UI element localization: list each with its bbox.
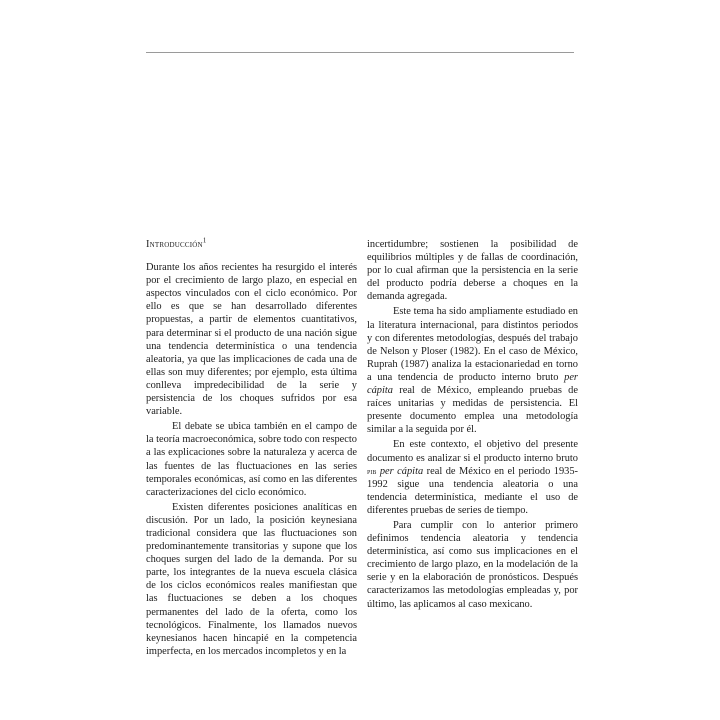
left-column bbox=[146, 238, 357, 658]
paragraph-continuation: incertidumbre; sostienen la posibilidad de equilibrios múltiples y de fallas de coordinación, por lo cual afirman que la persistencia en la serie del producto podría deberse a choques en la demanda agregada. bbox=[367, 239, 578, 303]
footnote-marker: 1 bbox=[202, 236, 207, 245]
paragraph-intro: Durante los años recientes ha resurgido el interés por el crecimiento de largo plazo, en especial en aspectos vinculados con el ciclo económico. Por ello es que se han desarrollado diferentes propuestas, a partir de elementos cuantitativos, para determinar si el producto de una nación sigue una tendencia determinística o una tendencia aleatoria, ya que las implicaciones de cada una de ellas son muy diferentes; por ejemplo, esta última conlleva impredecibilidad de la serie y persistencia de los choques sufridos por esa variable. bbox=[146, 262, 357, 418]
paragraph-plan: Para cumplir con lo anterior primero definimos tendencia aleatoria y tendencia determinística, así como sus implicaciones en el crecimiento de largo plazo, en la modelación de la serie y en la elaboración de pronósticos. Después caracterizamos las metodologías empleadas y, por último, las aplicamos al caso mexicano. bbox=[367, 519, 578, 610]
section-heading bbox=[146, 238, 357, 251]
literature-text: Este tema ha sido ampliamente estudiado en la literatura internacional, para distintos periodos y con diferentes metodologías, después del trabajo de Nelson y Ploser (1982). En el caso de México, Ruprah (1987) analiza la estacionariedad en torno a una tendencia de producto interno bruto bbox=[367, 306, 578, 383]
paragraph-debate: El debate se ubica también en el campo de la teoría macroeconómica, sobre todo con respecto a las explicaciones sobre la naturaleza y acerca de las fuentes de las fluctuaciones en las series temporales económicas, así como en las diferentes caracterizaciones del ciclo económico. bbox=[146, 421, 357, 498]
paragraph-literature bbox=[367, 305, 578, 436]
right-column bbox=[367, 238, 578, 611]
objective-italic: per cápita bbox=[379, 465, 424, 477]
literature-text-end: real de México, empleando pruebas de raíces unitarias y medidas de persistencia. El presente documento emplea una metodología similar a la seguida por él. bbox=[367, 385, 578, 436]
section-title: Introducción bbox=[146, 239, 203, 250]
objective-text: En este contexto, el objetivo del presente documento es analizar si el producto interno bruto bbox=[367, 439, 578, 464]
paragraph-objective bbox=[367, 438, 578, 517]
literature-italic: per cápita bbox=[367, 371, 578, 397]
paragraph-positions: Existen diferentes posiciones analíticas en discusión. Por un lado, la posición keynesiana tradicional considera que las fluctuaciones son predominantemente transitorias y supone que los choques surgen del lado de la demanda. Por su parte, los integrantes de la nueva escuela clásica de los ciclos económicos reales manifiestan que las fluctuaciones se deben a los choques permanentes del lado de la oferta, como los tecnológicos. Finalmente, los llamados nuevos keynesianos hacen hincapié en la competencia imperfecta, en los mercados incompletos y en la bbox=[146, 501, 357, 657]
header-rule bbox=[146, 52, 574, 53]
pib-abbreviation: pib bbox=[367, 465, 377, 476]
objective-text-end: real de México en el periodo 1935-1992 sigue una tendencia aleatoria o una tendencia determinística, mediante el uso de diferentes pruebas de series de tiempo. bbox=[367, 465, 578, 516]
